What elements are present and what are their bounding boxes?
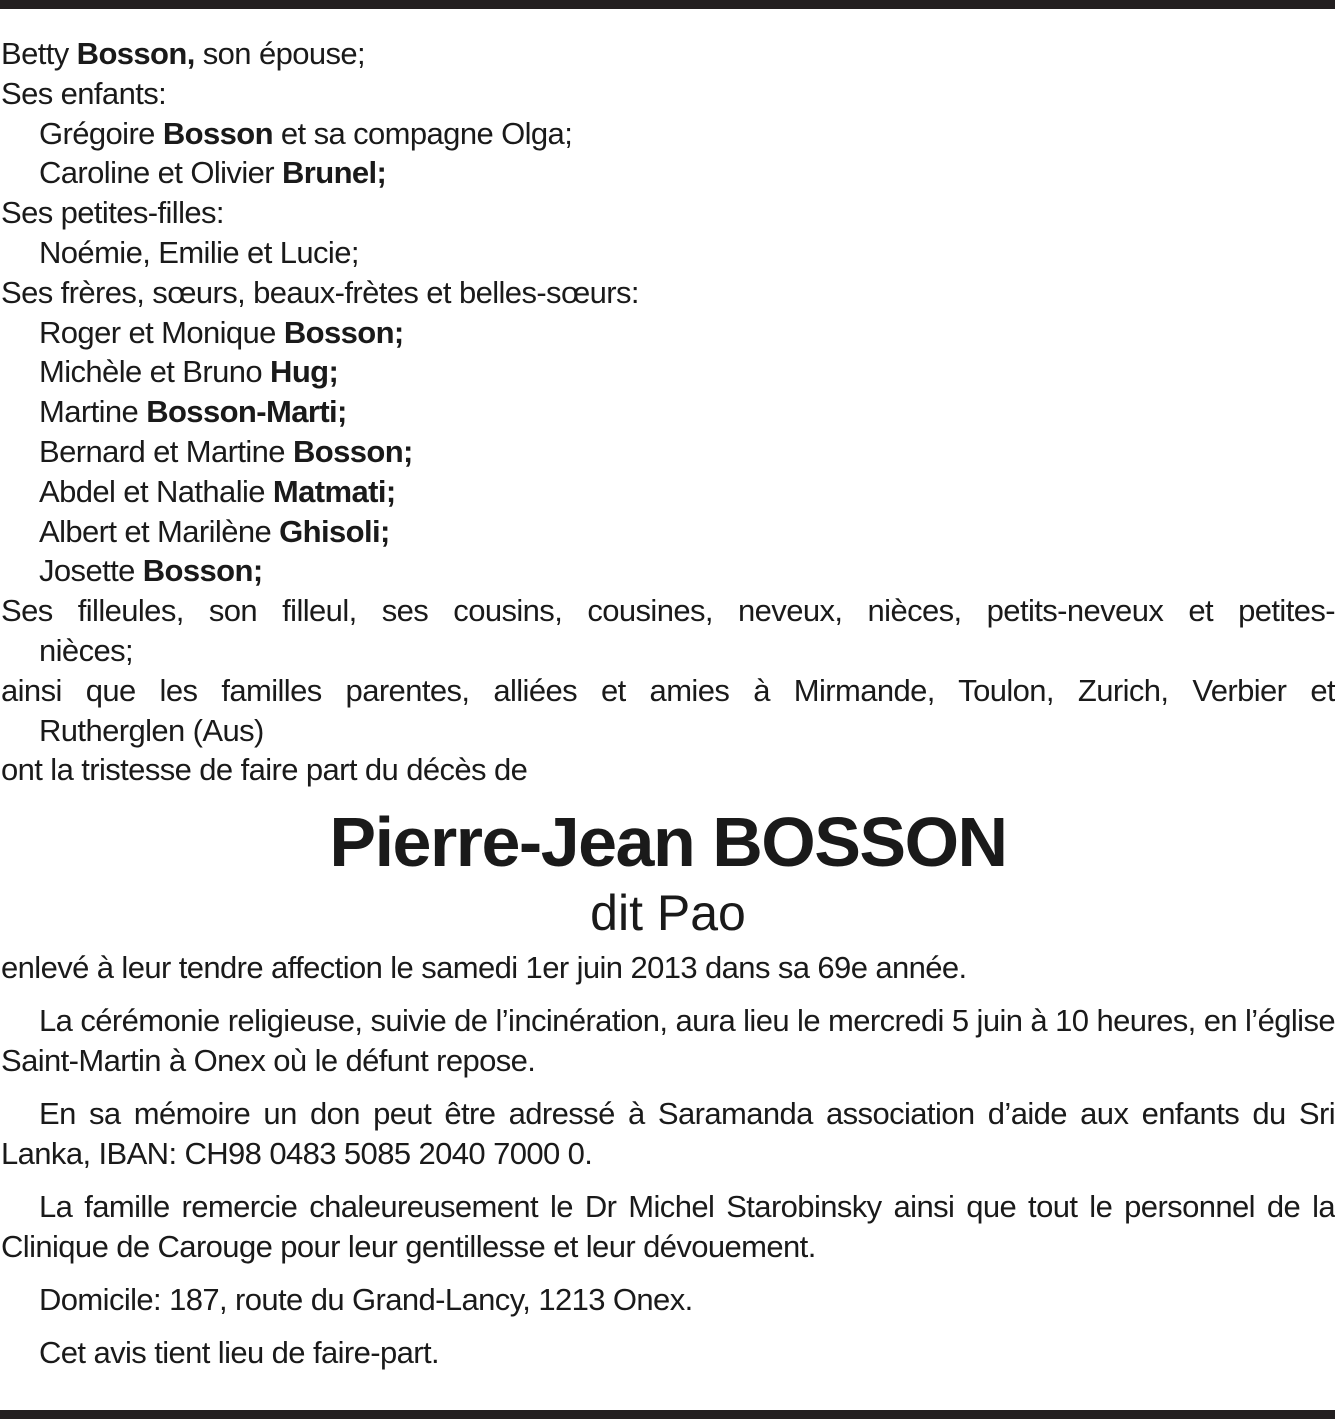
paragraph-text: enlevé à leur tendre affection le samedi 1er juin 2013 dans sa 69e année. — [1, 950, 967, 986]
family-line — [1, 711, 1335, 751]
family-line — [1, 153, 1335, 193]
family-line — [1, 233, 1335, 273]
family-text: Albert et Marilène — [39, 513, 280, 549]
family-surname: Matmati; — [272, 473, 396, 509]
family-line — [1, 392, 1335, 432]
family-text: ont la tristesse de faire part du décès de — [1, 752, 528, 788]
family-line — [1, 273, 1335, 313]
family-list — [1, 34, 1335, 790]
family-line — [1, 313, 1335, 353]
family-text: Rutherglen (Aus) — [39, 712, 264, 748]
family-surname: Bosson; — [142, 553, 263, 589]
deceased-name: Pierre-Jean BOSSON — [329, 803, 1007, 882]
family-line — [1, 193, 1335, 233]
family-text: nièces; — [39, 632, 134, 668]
family-text: Noémie, Emilie et Lucie; — [39, 234, 359, 270]
notice-paragraph — [1, 1333, 1335, 1373]
top-rule — [0, 0, 1335, 9]
family-text: Betty — [1, 36, 77, 71]
family-line — [1, 74, 1335, 114]
family-surname: Hug; — [270, 354, 339, 390]
family-surname: Bosson — [162, 115, 273, 151]
family-line — [1, 671, 1335, 711]
family-line — [1, 591, 1335, 631]
family-line — [1, 432, 1335, 472]
family-text: Grégoire — [39, 115, 163, 151]
family-line — [1, 472, 1335, 512]
family-line — [1, 750, 1335, 790]
family-surname: Bosson; — [292, 433, 413, 469]
paragraph-text: La cérémonie religieuse, suivie de l’incinération, aura lieu le mercredi 5 juin à 10 heures, en l’église Saint-Martin à Onex où le défunt repose. — [1, 1003, 1335, 1079]
bottom-rule — [0, 1410, 1335, 1419]
family-text: Martine — [39, 394, 147, 430]
paragraph-text: Cet avis tient lieu de faire-part. — [39, 1335, 440, 1371]
notice-body — [1, 948, 1335, 1373]
family-text: Abdel et Nathalie — [39, 473, 273, 509]
family-text: son épouse; — [194, 36, 366, 71]
paragraph-text: La famille remercie chaleureusement le Dr Michel Starobinsky ainsi que tout le personnel de la Clinique de Carouge pour leur gentillesse et leur dévouement. — [1, 1189, 1335, 1265]
family-text: Ses petites-filles: — [1, 195, 224, 231]
family-text: Caroline et Olivier — [39, 155, 282, 191]
notice-paragraph — [1, 1280, 1335, 1320]
family-text: ainsi que les familles parentes, alliées et amies à Mirmande, Toulon, Zurich, Verbier et — [1, 672, 1335, 708]
family-surname: Bosson-Marti; — [146, 394, 347, 430]
family-text: Ses frères, sœurs, beaux-frètes et belles-sœurs: — [1, 274, 639, 310]
family-text: Bernard et Martine — [39, 433, 293, 469]
family-surname: Brunel; — [281, 155, 387, 191]
family-text: Ses enfants: — [1, 75, 167, 111]
family-text: et sa compagne Olga; — [272, 115, 573, 151]
obituary-notice — [1, 34, 1335, 1373]
family-line — [1, 114, 1335, 154]
family-line — [1, 352, 1335, 392]
family-line — [1, 551, 1335, 591]
family-surname: Bosson; — [283, 314, 404, 350]
family-line — [1, 34, 1335, 74]
notice-paragraph — [1, 1094, 1335, 1174]
nickname: dit Pao — [590, 885, 746, 942]
family-line — [1, 512, 1335, 552]
paragraph-text: En sa mémoire un don peut être adressé à Saramanda association d’aide aux enfants du Sri Lanka, IBAN: CH98 0483 5085 2040 7000 0. — [1, 1096, 1335, 1172]
family-text: Josette — [39, 553, 143, 589]
notice-paragraph — [1, 1001, 1335, 1081]
family-text: Michèle et Bruno — [39, 354, 271, 390]
family-text: Ses filleules, son filleul, ses cousins, cousines, neveux, nièces, petits-neveux et petites- — [1, 593, 1335, 629]
family-text: Roger et Monique — [39, 314, 284, 350]
family-surname: Bosson, — [76, 36, 195, 71]
family-line — [1, 631, 1335, 671]
notice-paragraph — [1, 948, 1335, 988]
family-surname: Ghisoli; — [279, 513, 390, 549]
notice-paragraph — [1, 1187, 1335, 1267]
paragraph-text: Domicile: 187, route du Grand-Lancy, 1213 Onex. — [39, 1282, 693, 1318]
